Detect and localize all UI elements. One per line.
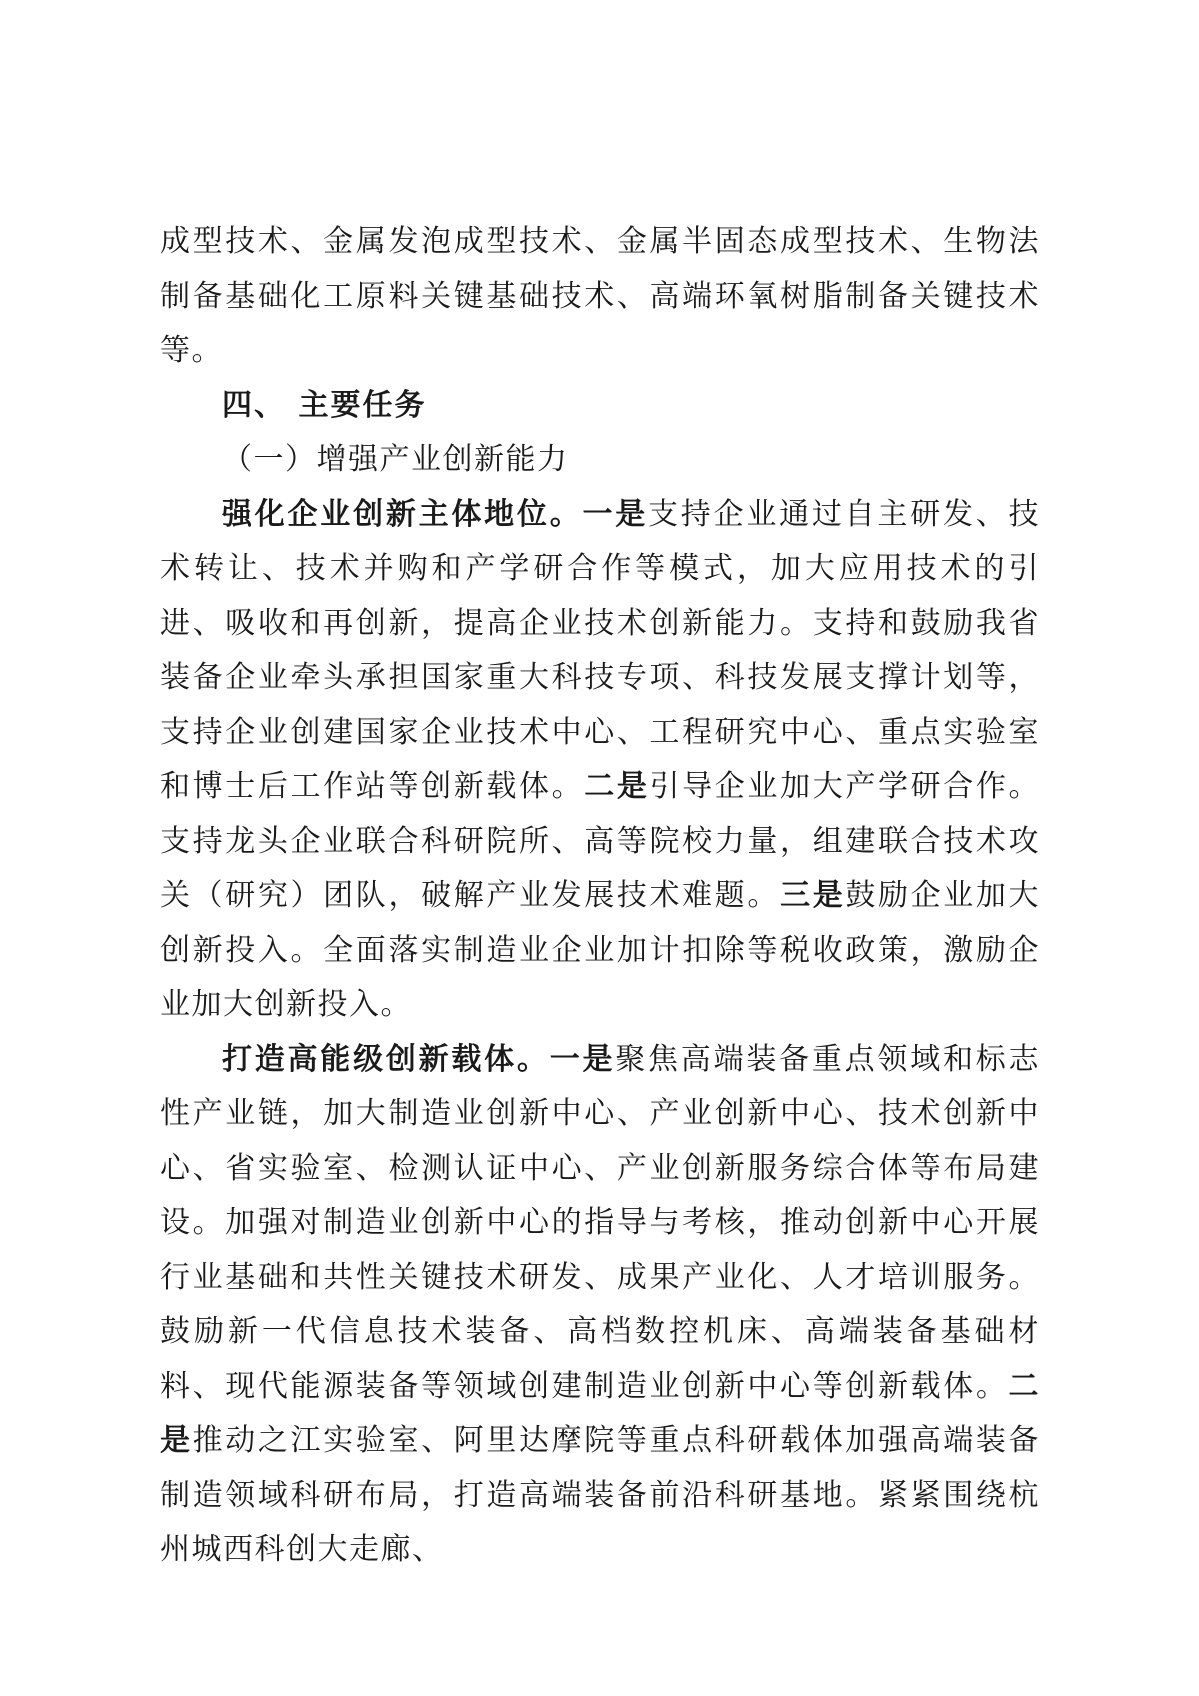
- item-text: 鼓励企业加大创新投入。全面落实制造业企业加计扣除等税收政策，激励企业加大创新投入。: [160, 878, 1041, 1022]
- item-text: 支持企业通过自主研发、技术转让、技术并购和产学研合作等模式，加大应用技术的引进、吸收和再创新，提高企业技术创新能力。支持和鼓励我省装备企业牵头承担国家重大科技专项、科技发展支撑计划等，支持企业创建国家企业技术中心、工程研究中心、重点实验室和博士后工作站等创新载体。: [160, 496, 1041, 804]
- paragraph-continuation: 成型技术、金属发泡成型技术、金属半固态成型技术、生物法制备基础化工原料关键基础技术、高端环氧树脂制备关键技术等。: [160, 224, 1040, 368]
- paragraph-title: 打造高能级创新载体。: [222, 1041, 550, 1077]
- item-text: 聚焦高端装备重点领域和标志性产业链，加大制造业创新中心、产业创新中心、技术创新中心、省实验室、检测认证中心、产业创新服务综合体等布局建设。加强对制造业创新中心的指导与考核，推动创新中心开展行业基础和共性关键技术研发、成果产业化、人才培训服务。鼓励新一代信息技术装备、高档数控机床、高端装备基础材料、现代能源装备等领域创建制造业创新中心等创新载体。: [160, 1041, 1041, 1404]
- item-text: 推动之江实验室、阿里达摩院等重点科研载体加强高端装备制造领域科研布局，打造高端装备前沿科研基地。紧紧围绕杭州城西科创大走廊、: [160, 1423, 1041, 1567]
- paragraph-title: 强化企业创新主体地位。: [222, 496, 583, 532]
- item-text: 引导企业加大产学研合作。支持龙头企业联合科研院所、高等院校力量，组建联合技术攻关（研究）团队，破解产业发展技术难题。: [160, 769, 1041, 913]
- item-label: 二是: [160, 1368, 1040, 1458]
- section-heading: 四、 主要任务: [222, 387, 427, 423]
- item-label: 一是: [549, 1041, 616, 1077]
- document-body: [160, 215, 1040, 1578]
- item-label: 一是: [582, 496, 649, 532]
- item-label: 二是: [584, 769, 650, 804]
- item-label: 三是: [780, 878, 846, 913]
- paragraph-innovation-carriers: [160, 1033, 1040, 1578]
- paragraph-enterprise-innovation: [160, 488, 1040, 1033]
- subsection-heading: （一）增强产业创新能力: [222, 442, 569, 477]
